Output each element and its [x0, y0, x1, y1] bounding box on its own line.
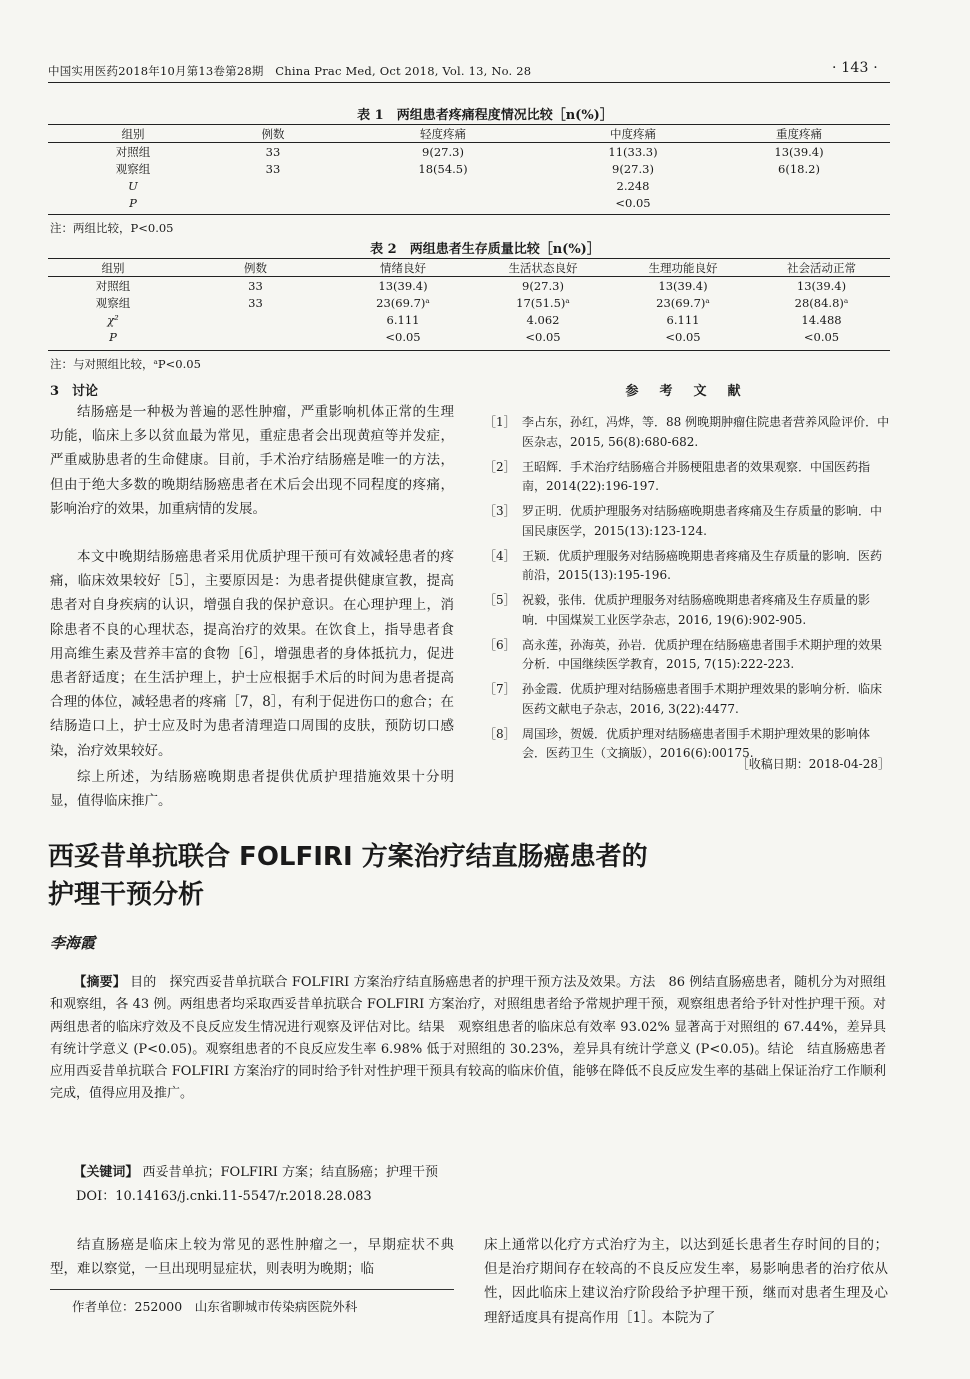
abstract-label: 【摘要】: [73, 975, 126, 990]
reference-text: 孙金霞．优质护理对结肠癌患者围手术期护理效果的影响分析．临床医药文献电子杂志，2016, 3(22):4477.: [522, 682, 883, 716]
table2-note: 注：与对照组比较，ᵃP<0.05: [50, 357, 201, 371]
table-cell: χ²: [107, 312, 119, 327]
table-cell: 23(69.7)ᵃ: [376, 295, 430, 310]
abstract-text: 目的 探究西妥昔单抗联合 FOLFIRI 方案治疗结直肠癌患者的护理干预方法及效果。方法 86 例结直肠癌患者，随机分为对照组和观察组，各 43 例。两组患者均采取西妥昔单抗联合 FOLFIRI 方案治疗，对照组患者给予常规护理干预，观察组患者给予针对性护理干预。对两组患者的临床疗效及不良反应发生情况进行观察及评估对比。结果 观察组患者的临床总有效率 93.02% 显著高于对照组的 67.44%，差异具有统计学意义 (P<0.05)。观察组患者的不良反应发生率 6.98% 低于对照组的 30.23%，差异具有统计学意义 (P<0.05)。结论 结直肠癌患者应用西妥昔单抗联合 FOLFIRI 方案治疗的同时给予针对性护理干预具有较高的临床价值，能够在降低不良反应发生率的基础上保证治疗工作顺利完成，值得应用及推广。: [50, 975, 886, 1102]
table2-col-header: 例数: [178, 259, 333, 277]
reference-text: 罗正明．优质护理服务对结肠癌晚期患者疼痛及生存质量的影响．中国民康医学，2015(13):123-124.: [522, 504, 883, 538]
reference-text: 祝毅，张伟．优质护理服务对结肠癌晚期患者疼痛及生存质量的影响．中国煤炭工业医学杂志，2016, 19(6):902-905.: [522, 593, 871, 627]
keywords: [50, 1162, 886, 1184]
table-cell: 6(18.2): [778, 161, 820, 176]
table-cell: 对照组: [95, 278, 131, 293]
author-affiliation: 作者单位：252000 山东省聊城市传染病医院外科: [72, 1299, 358, 1314]
table1-bottom-rule: [48, 214, 890, 215]
reference-number: ［3］: [484, 504, 516, 518]
discussion-paragraph-1: 结肠癌是一种极为普遍的恶性肿瘤，严重影响机体正常的生理功能，临床上多以贫血最为常见，重症患者会出现黄疸等并发症，严重威胁患者的生命健康。目前，手术治疗结肠癌是唯一的方法，但由于绝大多数的晚期结肠癌患者在术后会出现不同程度的疼痛，影响治疗的效果，加重病情的发展。: [50, 404, 454, 517]
table-cell: 18(54.5): [418, 161, 468, 176]
table-row: [48, 294, 890, 311]
article-title-line-2: 护理干预分析: [48, 880, 205, 910]
table-row: [48, 160, 890, 177]
table-cell: 14.488: [801, 312, 842, 327]
reference-text: 王颖．优质护理服务对结肠癌晚期患者疼痛及生存质量的影响．医药前沿，2015(13):195-196.: [522, 548, 883, 582]
discussion-paragraph-2: 本文中晚期结肠癌患者采用优质护理干预可有效减轻患者的疼痛，临床效果较好［5］，主要原因是：为患者提供健康宣教，提高患者对自身疾病的认识，增强自我的保护意识。在心理护理上，消除患者不良的心理状态，提高治疗的效果。在饮食上，指导患者食用高维生素及营养丰富的食物［6］，增强患者的身体抵抗力，促进患者舒适度；在生活护理上，护士应根据手术后的时间为患者提高合理的体位，减轻患者的疼痛［7，8］，有利于促进伤口的愈合；在结肠造口上，护士应及时为患者清理造口周围的皮肤，预防切口感染，治疗效果较好。: [50, 549, 454, 759]
reference-item: [484, 413, 890, 452]
table2-col-header: 组别: [48, 259, 178, 277]
table-cell: <0.05: [803, 329, 840, 344]
table1-header-row: [48, 125, 890, 143]
table-cell: 9(27.3): [422, 144, 464, 159]
table-row: [48, 328, 890, 345]
table-cell: 9(27.3): [522, 278, 564, 293]
table1-col-header: 重度疼痛: [708, 125, 890, 143]
table-cell: 33: [248, 278, 263, 293]
section-heading-discussion: 3 讨论: [50, 384, 99, 399]
table1-col-header: 中度疼痛: [558, 125, 708, 143]
table-cell: [708, 177, 890, 194]
table-row: [48, 311, 890, 328]
table-cell: [708, 194, 890, 211]
table-cell: [328, 177, 558, 194]
table-row: [48, 194, 890, 211]
table-cell: P: [129, 195, 137, 210]
intro-right-paragraph: 床上通常以化疗方式治疗为主，以达到延长患者生存时间的目的；但是治疗期间存在较高的不良反应发生率，易影响患者的治疗依从性，因此临床上建议治疗阶段给予护理干预，继而对患者生理及心理舒适度具有提高作用［1］。本院为了: [484, 1237, 888, 1326]
article-title-line-1: 西妥昔单抗联合 FOLFIRI 方案治疗结直肠癌患者的: [48, 842, 648, 872]
reference-text: 李占东，孙红，冯烨，等．88 例晚期肿瘤住院患者营养风险评价．中医杂志，2015, 56(8):680-682.: [522, 415, 890, 449]
reference-item: [484, 547, 890, 586]
keywords-label: 【关键词】: [73, 1165, 139, 1180]
table-cell: [328, 194, 558, 211]
reference-number: ［7］: [484, 682, 516, 696]
table-row: [48, 177, 890, 194]
table2: [48, 259, 890, 345]
table-cell: U: [128, 178, 138, 193]
table-cell: 4.062: [526, 312, 560, 327]
footnote-rule: [50, 1289, 454, 1290]
reference-item: [484, 680, 890, 719]
table-cell: <0.05: [615, 195, 651, 210]
table-cell: P: [109, 329, 117, 344]
table1: [48, 125, 890, 211]
table-cell: 13(39.4): [796, 278, 847, 293]
reference-list: [484, 413, 890, 769]
reference-item: [484, 502, 890, 541]
header-rule: [48, 82, 890, 83]
reference-item: [484, 458, 890, 497]
table1-note: 注：两组比较，P<0.05: [50, 221, 174, 235]
table-cell: 11(33.3): [608, 144, 658, 159]
table1-col-header: 组别: [48, 125, 218, 143]
abstract: [50, 972, 886, 1106]
table1-col-header: 轻度疼痛: [328, 125, 558, 143]
table-cell: 9(27.3): [612, 161, 654, 176]
reference-number: ［1］: [484, 415, 516, 429]
reference-text: 高永莲，孙海英，孙岩．优质护理在结肠癌患者围手术期护理的效果分析．中国继续医学教育，2015, 7(15):222-223.: [522, 637, 883, 671]
table2-caption: 表 2 两组患者生存质量比较［n(%)］: [370, 242, 600, 257]
table-cell: 对照组: [115, 144, 151, 159]
doi: DOI：10.14163/j.cnki.11-5547/r.2018.28.083: [76, 1189, 372, 1204]
table-cell: 17(51.5)ᵃ: [516, 295, 570, 310]
table2-col-header: 情绪良好: [333, 259, 473, 277]
table-cell: 28(84.8)ᵃ: [794, 295, 849, 310]
table-cell: [218, 177, 328, 194]
references-heading: 参 考 文 献: [625, 384, 745, 399]
table-cell: 13(39.4): [378, 278, 428, 293]
reference-text: 周国珍，贺媛．优质护理对结肠癌患者围手术期护理效果的影响体会．医药卫生（文摘版），2016(6):00175.: [522, 726, 871, 760]
reference-number: ［8］: [484, 726, 516, 741]
table-cell: <0.05: [665, 329, 701, 344]
page-number: · 143 ·: [832, 60, 878, 76]
table-row: [48, 277, 890, 295]
reference-number: ［2］: [484, 459, 516, 474]
table1-col-header: 例数: [218, 125, 328, 143]
reference-number: ［5］: [484, 593, 516, 607]
table-cell: 13(39.4): [774, 144, 824, 159]
table-cell: [178, 311, 333, 328]
table-cell: 2.248: [616, 178, 650, 193]
table2-bottom-rule: [48, 350, 890, 351]
intro-left-paragraph: 结直肠癌是临床上较为常见的恶性肿瘤之一，早期症状不典型，难以察觉，一旦出现明显症状，则表明为晚期；临: [50, 1237, 454, 1278]
table-cell: 观察组: [95, 295, 131, 310]
table2-col-header: 生理功能良好: [613, 259, 753, 277]
table-cell: 23(69.7)ᵃ: [656, 295, 710, 310]
table-cell: <0.05: [525, 329, 561, 344]
table-cell: 6.111: [666, 312, 700, 327]
table-cell: 33: [265, 144, 281, 159]
table-cell: 6.111: [386, 312, 420, 327]
reference-item: [484, 636, 890, 675]
table-cell: 33: [248, 295, 263, 310]
table1-caption: 表 1 两组患者疼痛程度情况比较［n(%)］: [357, 108, 613, 123]
table-cell: [178, 328, 333, 345]
reference-text: 王昭辉．手术治疗结肠癌合并肠梗阻患者的效果观察．中国医药指南，2014(22):196-197.: [522, 459, 871, 493]
table-cell: 观察组: [115, 161, 151, 176]
article-author: 李海霞: [50, 934, 96, 952]
reference-item: [484, 591, 890, 630]
reference-number: ［4］: [484, 548, 516, 563]
received-date: ［收稿日期：2018-04-28］: [736, 757, 890, 771]
table-cell: <0.05: [385, 329, 421, 344]
table-cell: 13(39.4): [658, 278, 708, 293]
table-cell: [218, 194, 328, 211]
table2-header-row: [48, 259, 890, 277]
keywords-text: 西妥昔单抗；FOLFIRI 方案；结直肠癌；护理干预: [138, 1165, 439, 1180]
reference-number: ［6］: [484, 637, 516, 652]
table-cell: 33: [265, 161, 281, 176]
table2-col-header: 社会活动正常: [753, 259, 890, 277]
discussion-paragraph-3: 综上所述，为结肠癌晚期患者提供优质护理措施效果十分明显，值得临床推广。: [50, 769, 454, 810]
running-header: 中国实用医药2018年10月第13卷第28期 China Prac Med, Oct 2018, Vol. 13, No. 28: [48, 64, 532, 78]
table-row: [48, 143, 890, 161]
table2-col-header: 生活状态良好: [473, 259, 613, 277]
